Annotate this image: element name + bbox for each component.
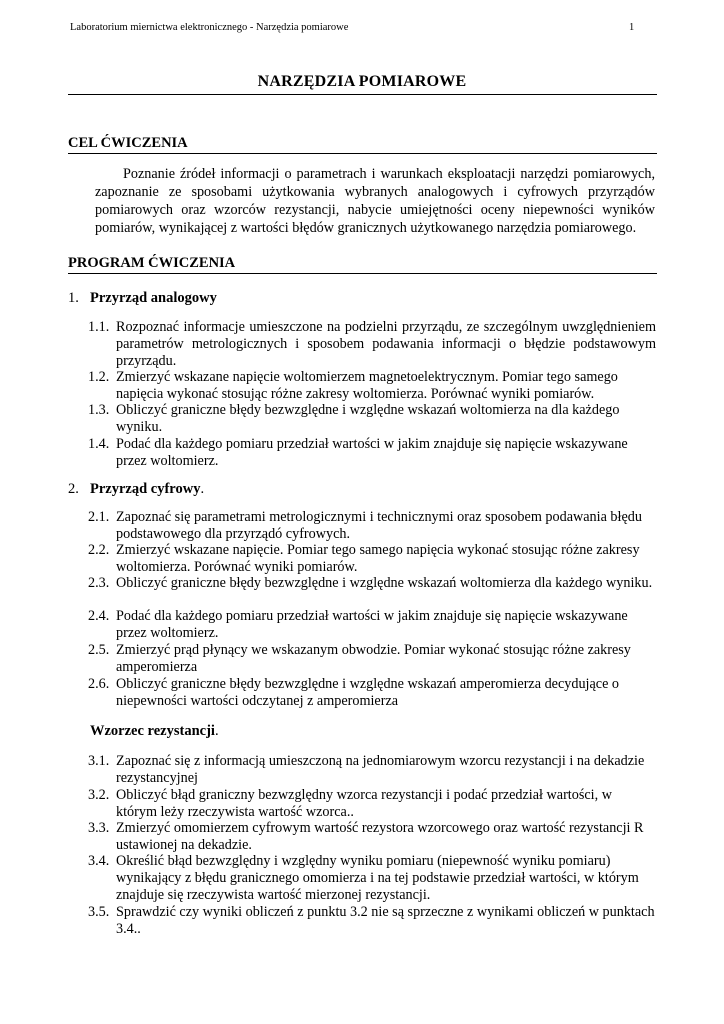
program-rule <box>68 273 657 274</box>
item-number: 2.4. <box>88 608 110 624</box>
section-1-title: Przyrząd analogowy <box>90 290 217 306</box>
item-number: 2.2. <box>88 542 110 558</box>
program-heading: PROGRAM ĆWICZENIA <box>68 255 236 271</box>
list-item <box>88 904 656 938</box>
document-title: NARZĘDZIA POMIAROWE <box>257 73 467 90</box>
list-item <box>88 509 656 543</box>
section-1-number: 1. <box>68 290 79 306</box>
list-item <box>88 676 656 710</box>
item-text: Rozpoznać informacje umieszczone na podzielni przyrządu, ze szczególnym uwzględnieniem parametrów metrologicznych i sposobem podawania informacji o błędzie podstawowym przyrządu. <box>116 319 656 369</box>
list-item <box>88 542 656 576</box>
section-2-title: Przyrząd cyfrowy <box>90 481 201 497</box>
item-text: Obliczyć błąd graniczny bezwzględny wzorca rezystancji i podać przedział wartości, w którym leży rzeczywista wartość wzorca.. <box>116 787 612 820</box>
item-number: 2.5. <box>88 642 110 658</box>
item-text: Zmierzyć wskazane napięcie. Pomiar tego samego napięcia wykonać stosując różne zakresy woltomierza. Porównać wyniki pomiarów. <box>116 542 640 575</box>
cel-paragraph: Poznanie źródeł informacji o parametrach i warunkach eksploatacji narzędzi pomiarowych, zapoznanie ze sposobami użytkowania wybranych analogowych i cyfrowych przyrządów pomiarowych oraz wzorców rezystancji, nabycie umiejętności oceny niepewności wyników pomiarów, wynikającej z wartości błędów granicznych użytkowanego narzędzia pomiarowego. <box>95 166 655 236</box>
item-text: Podać dla każdego pomiaru przedział wartości w jakim znajduje się napięcie wskazywane przez woltomierz. <box>116 436 628 469</box>
section-3-title-suffix: . <box>214 723 219 739</box>
item-text: Zapoznać się parametrami metrologicznymi i technicznymi oraz sposobem podawania błędu podstawowego dla przyrządó cyfrowych. <box>116 509 642 542</box>
section-1-heading <box>68 290 217 307</box>
item-text: Obliczyć graniczne błędy bezwzględne i względne wskazań woltomierza dla każdego wyniku. <box>116 575 653 591</box>
item-text: Zapoznać się z informacją umieszczoną na jednomiarowym wzorcu rezystancji i na dekadzie rezystancyjnej <box>116 753 645 786</box>
item-number: 3.4. <box>88 853 110 869</box>
item-text: Obliczyć graniczne błędy bezwzględne i względne wskazań woltomierza na dla każdego wyniku. <box>116 402 620 435</box>
list-item <box>88 820 656 854</box>
item-number: 1.4. <box>88 436 110 452</box>
list-item <box>88 402 656 436</box>
cel-rule <box>68 153 657 154</box>
section-3-title: Wzorzec rezystancji <box>90 723 215 739</box>
page-number: 1 <box>629 22 635 33</box>
section-2-heading <box>68 481 204 498</box>
item-text: Sprawdzić czy wyniki obliczeń z punktu 3.2 nie są sprzeczne z wynikami obliczeń w punktach 3.4.. <box>116 904 655 937</box>
list-item <box>88 642 656 676</box>
item-number: 1.1. <box>88 319 110 335</box>
list-item <box>88 853 656 904</box>
item-text: Zmierzyć prąd płynący we wskazanym obwodzie. Pomiar wykonać stosując różne zakresy amperomierza <box>116 642 631 675</box>
item-text: Zmierzyć wskazane napięcie woltomierzem magnetoelektrycznym. Pomiar tego samego napięcia wykonać stosując różne zakresy woltomierza. Porównać wyniki pomiarów. <box>116 369 618 402</box>
list-item <box>88 436 656 470</box>
item-text: Zmierzyć omomierzem cyfrowym wartość rezystora wzorcowego oraz wartość rezystancji R ustawionej na dekadzie. <box>116 820 644 853</box>
item-number: 3.5. <box>88 904 110 920</box>
item-text: Obliczyć graniczne błędy bezwzględne i względne wskazań amperomierza decydujące o niepewności wartości odczytanej z amperomierza <box>116 676 620 709</box>
item-number: 2.1. <box>88 509 110 525</box>
list-item <box>88 575 656 592</box>
item-number: 1.3. <box>88 402 110 418</box>
title-rule <box>68 94 657 95</box>
section-2-number: 2. <box>68 481 79 497</box>
item-number: 1.2. <box>88 369 110 385</box>
item-number: 3.3. <box>88 820 110 836</box>
item-number: 3.2. <box>88 787 110 803</box>
list-item <box>88 608 656 642</box>
item-text: Określić błąd bezwzględny i względny wyniku pomiaru (niepewność wyniku pomiaru) wynikający z błędu granicznego omomierza i na tej podstawie przedział wartości, w którym znajduje się rzeczywista wartość mierzonej rezystancji. <box>116 853 639 903</box>
item-number: 2.6. <box>88 676 110 692</box>
section-2-title-suffix: . <box>200 481 205 497</box>
item-number: 3.1. <box>88 753 110 769</box>
section-3-heading <box>90 723 219 740</box>
item-number: 2.3. <box>88 575 110 591</box>
item-text: Podać dla każdego pomiaru przedział wartości w jakim znajduje się napięcie wskazywane przez woltomierz. <box>116 608 628 641</box>
list-item <box>88 319 656 370</box>
list-item <box>88 369 656 403</box>
running-header: Laboratorium miernictwa elektronicznego - Narzędzia pomiarowe <box>70 22 349 33</box>
list-item <box>88 787 656 821</box>
cel-heading: CEL ĆWICZENIA <box>68 135 188 151</box>
list-item <box>88 753 656 787</box>
